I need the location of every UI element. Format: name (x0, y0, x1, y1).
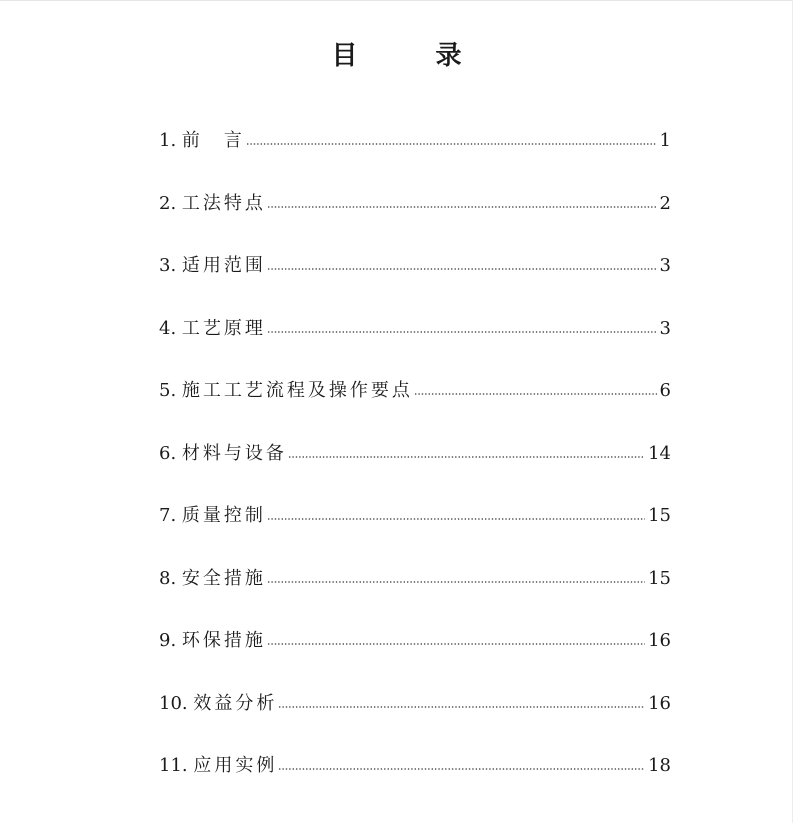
toc-entry-page: 6 (659, 380, 671, 401)
toc-dot-leader (267, 331, 657, 333)
toc-entry-6[interactable] (159, 437, 671, 500)
toc-entry-page: 1 (659, 130, 671, 151)
table-of-contents (159, 124, 671, 812)
toc-entry-2[interactable] (159, 187, 671, 250)
toc-dot-leader (267, 206, 657, 208)
toc-dot-leader (246, 143, 657, 145)
toc-entry-number: 7. (159, 505, 182, 526)
toc-dot-leader (267, 268, 657, 270)
toc-entry-label: 施工工艺流程及操作要点 (181, 380, 413, 401)
toc-entry-label: 材料与设备 (181, 442, 287, 464)
toc-entry-1[interactable] (159, 124, 671, 187)
toc-dot-leader (267, 581, 645, 583)
toc-entry-number: 9. (159, 630, 182, 651)
toc-dot-leader (267, 518, 645, 520)
toc-dot-leader (278, 706, 645, 708)
toc-entry-4[interactable] (159, 312, 671, 375)
toc-entry-label: 应用实例 (193, 755, 278, 776)
toc-entry-10[interactable] (159, 687, 671, 750)
toc-entry-number: 5. (159, 380, 182, 401)
toc-dot-leader (414, 393, 657, 395)
toc-entry-number: 1. (159, 130, 182, 151)
page-top-edge (0, 0, 793, 1)
toc-dot-leader (267, 643, 645, 645)
toc-entry-label: 质量控制 (181, 505, 266, 526)
toc-entry-number: 11. (159, 755, 194, 776)
toc-entry-number: 6. (159, 442, 182, 464)
toc-entry-page: 14 (648, 442, 671, 464)
toc-entry-page: 3 (659, 255, 671, 276)
toc-entry-number: 8. (159, 567, 182, 589)
toc-entry-number: 10. (159, 692, 194, 714)
toc-dot-leader (278, 768, 645, 770)
toc-entry-page: 16 (648, 630, 671, 651)
toc-entry-page: 16 (648, 692, 671, 714)
toc-entry-page: 2 (659, 192, 671, 214)
toc-entry-page: 3 (659, 317, 671, 339)
toc-entry-8[interactable] (159, 562, 671, 625)
toc-entry-label: 工法特点 (181, 192, 266, 214)
toc-entry-label: 适用范围 (181, 255, 266, 276)
toc-entry-9[interactable] (159, 624, 671, 687)
toc-dot-leader (288, 456, 645, 458)
toc-entry-number: 4. (159, 317, 182, 339)
toc-entry-page: 18 (648, 755, 671, 776)
toc-entry-number: 3. (159, 255, 182, 276)
toc-entry-page: 15 (648, 505, 671, 526)
toc-entry-5[interactable] (159, 374, 671, 437)
toc-entry-7[interactable] (159, 499, 671, 562)
toc-entry-label: 安全措施 (181, 567, 266, 589)
toc-entry-3[interactable] (159, 249, 671, 312)
toc-entry-label: 环保措施 (181, 630, 266, 651)
toc-entry-11[interactable] (159, 749, 671, 812)
toc-entry-number: 2. (159, 192, 182, 214)
document-title: 目 录 (331, 41, 488, 71)
toc-entry-page: 15 (648, 567, 671, 589)
toc-entry-label: 效益分析 (193, 692, 278, 714)
toc-entry-label: 前 言 (181, 130, 245, 151)
toc-entry-label: 工艺原理 (181, 317, 266, 339)
